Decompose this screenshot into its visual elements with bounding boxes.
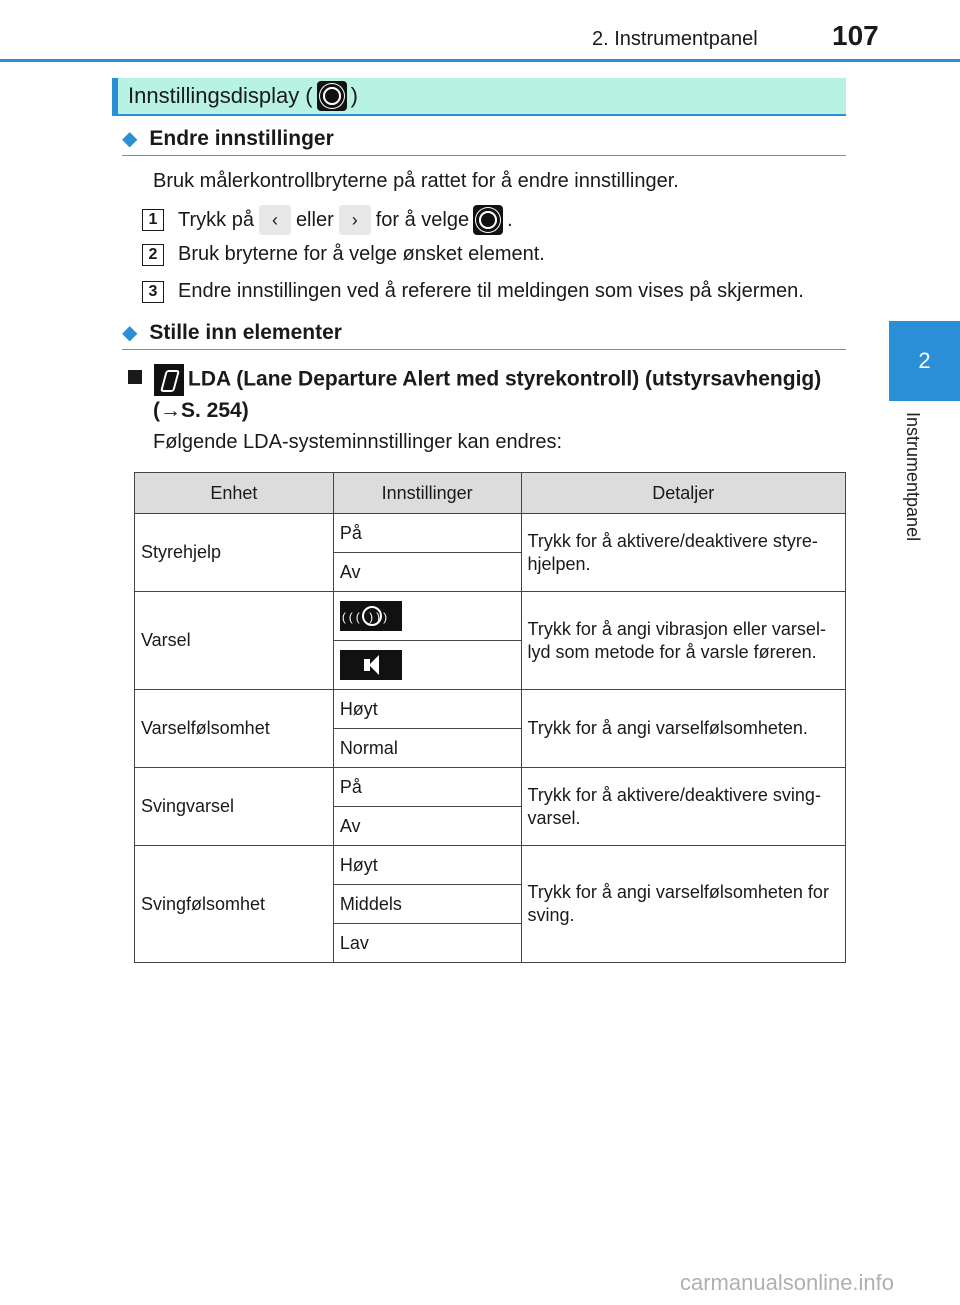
lda-description: Følgende LDA-systeminnstillinger kan endres: — [153, 431, 563, 453]
unit-cell: Svingvarsel — [135, 768, 334, 846]
detail-cell: Trykk for å angi varselfølsomheten for sving. — [521, 846, 846, 963]
unit-cell: Styrehjelp — [135, 514, 334, 592]
unit-cell: Varselfølsomhet — [135, 690, 334, 768]
option-cell: Høyt — [333, 690, 521, 729]
detail-cell: Trykk for å angi vibrasjon eller varsel-lyd som metode for å varsle føreren. — [521, 592, 846, 690]
option-cell: Av — [333, 807, 521, 846]
option-cell: På — [333, 768, 521, 807]
lda-heading — [128, 364, 821, 425]
table-row — [135, 592, 846, 641]
diamond-bullet-icon: ◆ — [122, 322, 138, 344]
step-text: Trykk på — [178, 208, 254, 231]
step-3 — [142, 280, 804, 303]
table-row — [135, 846, 846, 885]
option-cell — [333, 592, 521, 641]
step-text: eller — [295, 208, 334, 231]
intro-text: Bruk målerkontrollbryterne på rattet for å endre innstillinger. — [153, 170, 679, 192]
diamond-bullet-icon: ◆ — [122, 128, 138, 150]
step-1 — [142, 205, 513, 235]
option-cell: Lav — [333, 924, 521, 963]
subheading-set-items — [122, 320, 846, 350]
table-header-row — [135, 473, 846, 514]
table-row — [135, 690, 846, 729]
chapter-tab[interactable] — [889, 321, 960, 401]
option-cell: Av — [333, 553, 521, 592]
chapter-tab-label: Instrumentpanel — [903, 412, 923, 542]
detail-cell: Trykk for å aktivere/deaktivere styre-hjelpen. — [521, 514, 846, 592]
table-row — [135, 514, 846, 553]
speaker-icon — [340, 650, 402, 680]
square-bullet-icon — [128, 370, 142, 384]
option-cell: Middels — [333, 885, 521, 924]
option-cell — [333, 641, 521, 690]
watermark-footer[interactable]: carmanualsonline.info — [680, 1270, 895, 1295]
table-row — [135, 768, 846, 807]
col-header-unit: Enhet — [135, 473, 334, 514]
col-header-settings: Innstillinger — [333, 473, 521, 514]
step-text: Endre innstillingen ved å referere til meldingen som vises på skjermen. — [178, 280, 804, 302]
step-2 — [142, 243, 545, 266]
section-heading — [112, 78, 846, 116]
page-number: 107 — [832, 20, 879, 51]
settings-gear-icon — [473, 205, 503, 235]
section-title-start: Innstillingsdisplay ( — [128, 83, 313, 108]
step-text: for å velge — [375, 208, 470, 231]
step-number: 3 — [142, 281, 164, 303]
step-text: Bruk bryterne for å velge ønsket element. — [178, 243, 545, 265]
vibration-steering-icon — [340, 601, 402, 631]
chapter-tab-number: 2 — [918, 348, 931, 373]
option-cell: Høyt — [333, 846, 521, 885]
step-number: 1 — [142, 209, 164, 231]
option-cell: På — [333, 514, 521, 553]
section-title-end: ) — [350, 83, 358, 108]
chapter-title: 2. Instrumentpanel — [592, 28, 758, 50]
col-header-details: Detaljer — [521, 473, 846, 514]
option-cell: Normal — [333, 729, 521, 768]
lda-page-ref[interactable]: (→S. 254) — [153, 399, 249, 422]
detail-cell: Trykk for å angi varselfølsomheten. — [521, 690, 846, 768]
step-text-end: . — [507, 208, 513, 231]
subheading-text: Endre innstillinger — [149, 127, 334, 150]
lda-icon — [154, 364, 184, 396]
chevron-right-icon: › — [339, 205, 371, 235]
chevron-left-icon: ‹ — [259, 205, 291, 235]
header-rule — [0, 59, 960, 62]
settings-table — [134, 472, 846, 963]
detail-cell: Trykk for å aktivere/deaktivere sving-varsel. — [521, 768, 846, 846]
settings-gear-icon — [317, 81, 347, 111]
subheading-text: Stille inn elementer — [149, 321, 342, 344]
unit-cell: Svingfølsomhet — [135, 846, 334, 963]
unit-cell: Varsel — [135, 592, 334, 690]
subheading-change-settings — [122, 126, 846, 156]
step-number: 2 — [142, 244, 164, 266]
lda-title: LDA (Lane Departure Alert med styrekontroll) (utstyrsavhengig) — [188, 367, 822, 391]
